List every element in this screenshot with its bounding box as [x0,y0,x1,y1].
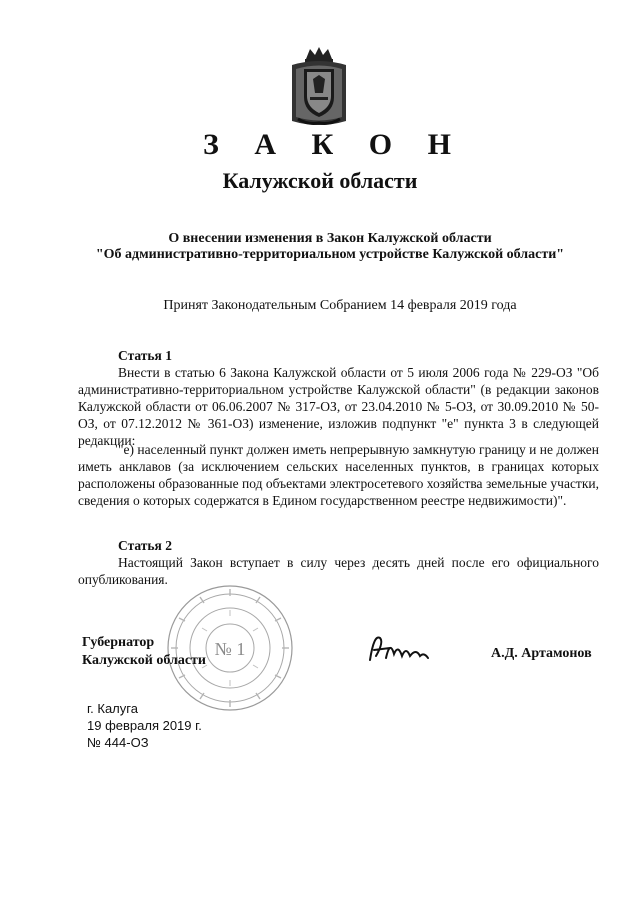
document-subtitle: Калужской области [222,168,418,193]
article-1-text: Внести в статью 6 Закона Калужской области от 5 июля 2006 года № 229-ОЗ "Об административно-территориальном устройстве Калужской области" (в редакции законов Калужской области от 06.06.2007 № 317-ОЗ, от 23.04.2010 № 5-ОЗ, от 30.09.2010 № 50-ОЗ, от 07.12.2012 № 361-ОЗ) изменение, изложив подпункт "е" пункта 3 в следующей редакции: [78,365,599,449]
kaluga-coat-of-arms-icon [288,45,350,127]
place-of-signing: г. Калуга [87,701,138,716]
adoption-note: Принят Законодательным Собранием 14 февраля 2019 года [163,298,517,313]
document-title: З А К О Н [203,128,465,161]
stamp-number: № 1 [214,639,246,659]
law-heading-line-2: "Об административно-территориальном устройстве Калужской области" [95,247,565,262]
law-number: № 444-ОЗ [87,735,149,750]
signer-title [82,634,206,670]
article-2-title: Статья 2 [118,538,172,553]
signer-title-line-2: Калужской области [82,653,206,668]
signing-date: 19 февраля 2019 г. [87,718,202,733]
article-1-title: Статья 1 [118,348,172,363]
law-heading-line-1: О внесении изменения в Закон Калужской области [168,231,492,246]
signer-name: А.Д. Артамонов [491,646,592,661]
handwritten-signature-icon [364,628,432,668]
article-2-text: Настоящий Закон вступает в силу через десять дней после его официального опубликования. [78,555,599,588]
article-1-quote: "е) населенный пункт должен иметь непрерывную замкнутую границу и не должен иметь анклавов (за исключением сельских населенных пунктов, в границах которых расположены образованные под объектами электросетевого хозяйства земельные участки, сведения о которых содержатся в Едином государственном реестре недвижимости)". [78,442,599,509]
signer-title-line-1: Губернатор [82,635,155,650]
